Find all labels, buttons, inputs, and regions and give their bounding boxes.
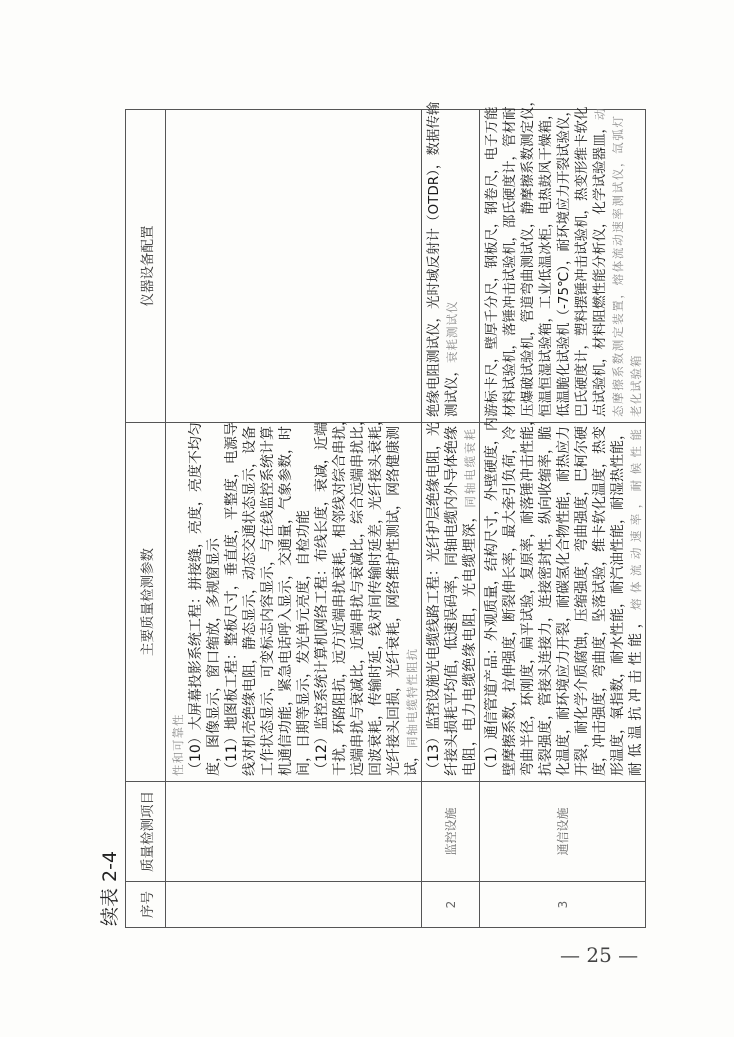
line-text: （1）通信管道产品：外观质量，结构尺寸，外壁硬度，内 bbox=[484, 417, 500, 776]
text-line bbox=[591, 107, 609, 417]
text-line bbox=[627, 428, 645, 776]
annotation-text: 性和可靠性 bbox=[171, 713, 185, 776]
line-text: 耐低温抗冲击性能， bbox=[628, 609, 644, 776]
text-line bbox=[483, 417, 501, 776]
line-text: 恒温恒湿试验箱，工业低温冰柜，电热鼓风干燥箱， bbox=[538, 106, 554, 417]
line-text: 测试仪， bbox=[444, 363, 460, 417]
line-text: 巴氏硬度计，塑料摆锤冲击试验机，热变形维卡软化 bbox=[574, 106, 590, 417]
text-line bbox=[349, 412, 367, 776]
line-text: 开裂，耐化学介质腐蚀，压缩强度，弯曲强度，巴柯尔硬 bbox=[574, 426, 590, 776]
cell-params bbox=[422, 423, 480, 782]
text-line bbox=[241, 428, 259, 776]
cell-instruments bbox=[422, 101, 480, 423]
cell-item: 通信设施 bbox=[480, 782, 646, 882]
line-text: 试， bbox=[404, 748, 420, 776]
line-text: 绝缘电阻测试仪，光时域反射计（OTDR），数据传输 bbox=[426, 101, 442, 417]
line-text: 压爆破试验机，管道弯曲测试仪，静摩擦系数测定仪， bbox=[520, 93, 536, 417]
line-text: 机通信功能，紧急电话呼入显示，交通量，气象参数，时 bbox=[278, 426, 294, 776]
text-line bbox=[591, 428, 609, 776]
line-text: 远端串扰与衰减比，近端串扰与衰减比，综合远端串扰比， bbox=[350, 412, 366, 776]
line-text: 低温脆化试验机（-75℃），耐环境应力开裂试验仪， bbox=[556, 103, 572, 417]
line-text: 干扰，环路阻抗，远方近端串扰衰耗，相邻线对综合串扰， bbox=[332, 412, 348, 776]
text-line bbox=[573, 106, 591, 417]
text-line bbox=[501, 428, 519, 776]
text-line bbox=[501, 106, 519, 417]
annotation-text: 熔体流动速率，耐候性能 bbox=[629, 427, 643, 610]
text-line bbox=[537, 106, 555, 417]
text-line bbox=[313, 422, 331, 776]
line-text: 回波衰耗，传输时延，线对间传输时延差，光纤接头衰耗， bbox=[368, 412, 384, 776]
annotation-text: 动 bbox=[593, 107, 607, 120]
line-text: 间，日期等显示，发光单元亮度，自检功能 bbox=[296, 510, 312, 776]
line-text: 形温度，氧指数，耐水性能，耐汽油性能，耐湿热性能， bbox=[610, 426, 626, 776]
table-title: 续表 2-4 bbox=[99, 850, 121, 926]
line-text: （10）大屏幕投影系统工程：拼接缝，亮度，亮度不均匀 bbox=[188, 422, 204, 776]
text-line bbox=[169, 428, 187, 776]
cell-item bbox=[166, 782, 422, 882]
text-line bbox=[573, 428, 591, 776]
line-text: 纤接头损耗平均值，低速误码率，同轴电缆内外导体绝缘 bbox=[444, 426, 460, 776]
line-text: 度，图像显示，窗口缩放，多规窗显示 bbox=[206, 538, 222, 776]
text-line bbox=[295, 428, 313, 776]
cell-no: 3 bbox=[480, 882, 646, 928]
header-no: 序号 bbox=[126, 882, 166, 928]
line-text: （11）地图板工程：整板尺寸，垂直度，平整度，电源导 bbox=[224, 422, 240, 776]
text-line bbox=[537, 428, 555, 776]
cell-item: 监控设施 bbox=[422, 782, 480, 882]
header-instruments: 仪器设备配置 bbox=[126, 110, 166, 423]
header-item: 质量检测项目 bbox=[126, 782, 166, 882]
text-line bbox=[259, 428, 277, 776]
header-params: 主要质量检测参数 bbox=[126, 423, 166, 782]
text-line bbox=[627, 115, 645, 417]
table-row bbox=[422, 110, 480, 928]
text-line bbox=[555, 428, 573, 776]
text-line bbox=[519, 93, 537, 417]
line-text: 点试验机，材料阻燃性能分析仪，化学试验器皿， bbox=[592, 120, 608, 417]
text-line bbox=[223, 422, 241, 776]
text-line bbox=[555, 103, 573, 417]
annotation-text: 态摩擦系数测定装置，熔体流动速率测试仪，氙弧灯 bbox=[611, 115, 625, 417]
text-line bbox=[367, 412, 385, 776]
line-text: 电阻，电力电缆绝缘电阻，光电缆埋深， bbox=[462, 507, 478, 776]
page-number: — 25 — bbox=[560, 943, 639, 967]
text-line bbox=[443, 428, 461, 776]
text-line bbox=[443, 115, 461, 417]
text-line bbox=[425, 101, 443, 417]
rotated-table-page bbox=[95, 93, 644, 928]
line-text: 度，冲击强度，弯曲度，坠落试验，维卡软化温度，热变 bbox=[592, 426, 608, 776]
text-line bbox=[403, 428, 421, 776]
annotation-text: 老化试验箱 bbox=[629, 354, 643, 417]
text-line bbox=[385, 428, 403, 776]
annotation-text: 同轴电缆特性阻抗 bbox=[405, 648, 419, 748]
cell-no: 2 bbox=[422, 882, 480, 928]
line-text: （13）监控设施光电缆线路工程：光纤护层绝缘电阻，光 bbox=[426, 422, 442, 776]
quality-inspection-table bbox=[125, 93, 646, 928]
line-text: 化温度，耐环境应力开裂，耐碳氢化合物性能，耐热应力 bbox=[556, 426, 572, 776]
line-text: 壁摩擦系数，拉伸强度，断裂伸长率，最大牵引负荷，冷 bbox=[502, 426, 518, 776]
cell-params bbox=[480, 412, 646, 782]
text-line bbox=[609, 115, 627, 417]
line-text: 抗裂强度，管接头连接力，连接密封性，纵向收缩率，脆 bbox=[538, 426, 554, 776]
line-text: 线对机壳绝缘电阻，静态显示，动态交通状态显示，设备 bbox=[242, 426, 258, 776]
line-text: 游标卡尺，壁厚千分尺，钢板尺，钢卷尺，电子万能 bbox=[484, 106, 500, 417]
cell-instruments bbox=[480, 93, 646, 423]
line-text: （12）监控系统计算机网络工程：布线长度，衰减，近端 bbox=[314, 422, 330, 776]
text-line bbox=[331, 412, 349, 776]
line-text: 弯曲半径，环刚度，扁平试验，复原率，耐落锤冲击性能， bbox=[520, 412, 536, 776]
line-text: 光纤接头回损，光纤衰耗，网络维护性测试，网络健康测 bbox=[386, 426, 402, 776]
text-line bbox=[519, 412, 537, 776]
table-row bbox=[166, 110, 422, 928]
cell-params bbox=[166, 412, 422, 782]
text-line bbox=[187, 422, 205, 776]
table-row bbox=[480, 110, 646, 928]
cell-no bbox=[166, 882, 422, 928]
cell-instruments bbox=[166, 110, 422, 423]
table-header-row bbox=[126, 110, 166, 928]
text-line bbox=[461, 428, 479, 776]
line-text: 材料试验机，落锤冲击试验机，邵氏硬度计，管材耐 bbox=[502, 106, 518, 417]
text-line bbox=[277, 428, 295, 776]
text-line bbox=[205, 428, 223, 776]
text-line bbox=[609, 428, 627, 776]
annotation-text: 衰耗测试仪 bbox=[445, 300, 459, 363]
line-text: 工作状态显示，可变标志内容显示，与在线监控系统计算 bbox=[260, 426, 276, 776]
annotation-text: 同轴电缆衰耗 bbox=[463, 427, 477, 508]
text-line bbox=[425, 422, 443, 776]
text-line bbox=[483, 106, 501, 417]
